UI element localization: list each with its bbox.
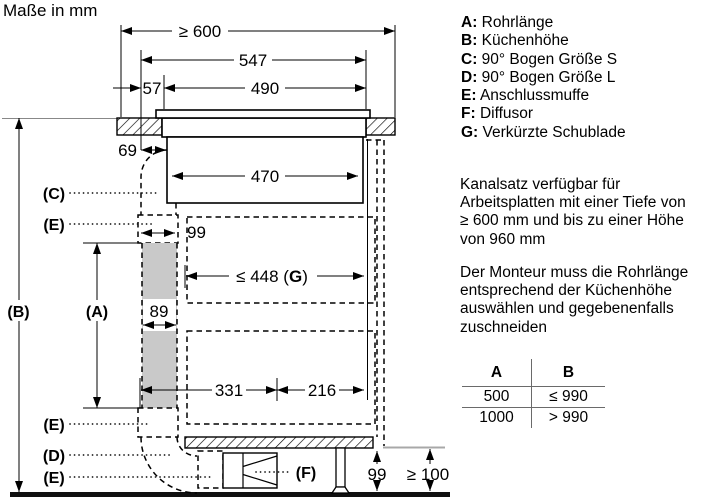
table-cell: > 990	[548, 409, 589, 426]
sleeve-top-dashed	[138, 215, 178, 243]
svg-text:≤ 448 (G): ≤ 448 (G)	[236, 267, 308, 286]
callout-f: (F)	[295, 465, 317, 482]
countertop-right-section	[366, 118, 395, 135]
svg-text:69: 69	[118, 141, 137, 160]
svg-text:547: 547	[238, 51, 268, 70]
dimension-pipe-length-A	[82, 243, 112, 408]
dimension-216	[277, 381, 364, 400]
sleeve-depth-value: 99	[187, 223, 206, 242]
units-note: Maße in mm	[3, 1, 98, 20]
dimension-kitchen-height-B	[3, 118, 34, 492]
cabinet-bottom-panel	[185, 437, 373, 448]
svg-text:(B): (B)	[7, 304, 30, 321]
dimension-490	[164, 79, 366, 98]
legend	[461, 14, 626, 142]
installer-note: Der Monteur muss die Rohrlänge entsprechend der Küchenhöhe auswählen und gegebenenfalls zuschneiden	[460, 264, 689, 336]
svg-text:≥ 600: ≥ 600	[178, 22, 222, 41]
legend-item: B: Küchenhöhe	[461, 32, 569, 50]
dimension-countertop-depth	[121, 22, 395, 41]
cabinet-leg	[332, 448, 349, 493]
legend-item: C: 90° Bogen Größe S	[461, 50, 618, 68]
callout-e-bottom: (E)	[43, 470, 65, 487]
diffusor	[223, 453, 277, 488]
callout-e-mid: (E)	[43, 417, 65, 434]
dimension-drawer-448	[186, 267, 364, 286]
svg-text:(A): (A)	[85, 304, 109, 321]
sleeve-diffusor-dashed	[198, 451, 223, 488]
dimension-plinth-min-100	[407, 449, 449, 491]
svg-text:216: 216	[307, 381, 337, 400]
countertop-left-section	[117, 118, 162, 135]
svg-text:331: 331	[214, 381, 244, 400]
drawer-zone-lower-dashed	[187, 331, 375, 424]
legend-item: G: Verkürzte Schublade	[461, 123, 626, 141]
hob-body	[156, 110, 370, 203]
callout-leaders	[70, 193, 292, 477]
callout-c: (C)	[42, 186, 66, 203]
duct-pipe	[142, 243, 177, 408]
dimension-547	[141, 51, 366, 70]
callout-e-top: (E)	[43, 217, 65, 234]
sleeve-bottom-dashed	[138, 408, 178, 437]
legend-item: A: Rohrlänge	[461, 14, 554, 31]
svg-text:≥ 100: ≥ 100	[406, 465, 450, 484]
legend-item: F: Diffusor	[461, 105, 534, 123]
dimension-plinth-99	[368, 451, 387, 491]
table-cell: 1000	[462, 408, 532, 428]
dimension-57	[113, 79, 161, 98]
table-cell: 500	[462, 386, 532, 408]
svg-text:57: 57	[142, 79, 162, 98]
svg-text:99: 99	[367, 465, 387, 484]
pipe-length-table	[462, 359, 605, 428]
dimension-69	[118, 141, 166, 160]
table-header-a: A	[462, 359, 532, 386]
callout-d: (D)	[42, 448, 66, 465]
svg-text:490: 490	[250, 79, 280, 98]
legend-item: E: Anschlussmuffe	[461, 87, 590, 105]
table-cell: ≤ 990	[532, 386, 605, 408]
availability-note: Kanalsatz verfügbar für Arbeitsplatten mit einer Tiefe von ≥ 600 mm und bis zu einer Höhe von 960 mm	[460, 176, 686, 248]
floor-line	[10, 492, 450, 497]
duct-width-value: 89	[149, 302, 169, 321]
table-header-b: B	[562, 363, 575, 381]
legend-item: D: 90° Bogen Größe L	[461, 68, 616, 86]
drawer-zone-upper-dashed	[187, 217, 375, 303]
svg-text:470: 470	[250, 167, 280, 186]
